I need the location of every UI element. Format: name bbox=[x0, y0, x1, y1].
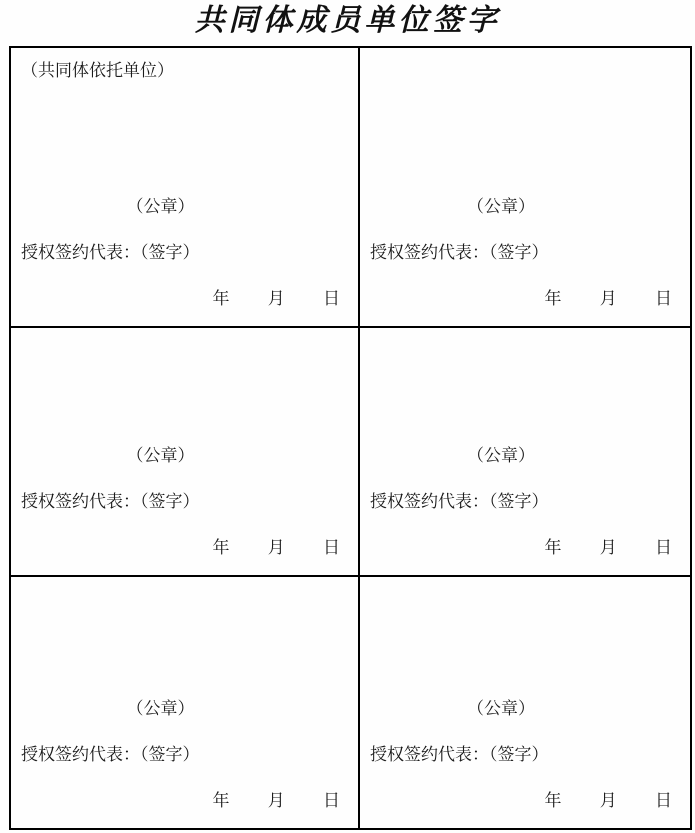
date-line bbox=[370, 535, 676, 561]
day-label: 日 bbox=[655, 289, 672, 308]
day-label: 日 bbox=[323, 538, 340, 557]
year-label: 年 bbox=[212, 538, 230, 557]
representative-signature-label: 授权签约代表：（签字） bbox=[21, 492, 200, 511]
month-label: 月 bbox=[267, 538, 285, 557]
representative-signature-label: 授权签约代表：（签字） bbox=[370, 492, 549, 511]
representative-signature-label: 授权签约代表：（签字） bbox=[21, 745, 200, 764]
representative-signature-label: 授权签约代表：（签字） bbox=[21, 243, 200, 262]
signature-cell bbox=[358, 48, 690, 326]
day-label: 日 bbox=[655, 791, 672, 810]
signature-table bbox=[9, 46, 692, 830]
representative-signature-label: 授权签约代表：（签字） bbox=[370, 745, 549, 764]
date-line bbox=[370, 788, 676, 814]
signature-cell bbox=[11, 326, 358, 575]
day-label: 日 bbox=[323, 791, 340, 810]
year-label: 年 bbox=[544, 289, 562, 308]
seal-label: （公章） bbox=[126, 446, 195, 465]
month-label: 月 bbox=[267, 289, 285, 308]
date-line bbox=[370, 286, 676, 312]
date-line bbox=[21, 535, 344, 561]
seal-label: （公章） bbox=[126, 197, 195, 216]
date-line bbox=[21, 286, 344, 312]
day-label: 日 bbox=[655, 538, 672, 557]
month-label: 月 bbox=[599, 289, 617, 308]
signature-cell bbox=[11, 575, 358, 828]
day-label: 日 bbox=[323, 289, 340, 308]
month-label: 月 bbox=[599, 538, 617, 557]
lead-unit-label: （共同体依托单位） bbox=[21, 61, 174, 80]
representative-signature-label: 授权签约代表：（签字） bbox=[370, 243, 549, 262]
seal-label: （公章） bbox=[467, 446, 535, 465]
signature-cell bbox=[358, 326, 690, 575]
seal-label: （公章） bbox=[467, 699, 535, 718]
month-label: 月 bbox=[267, 791, 285, 810]
year-label: 年 bbox=[544, 538, 562, 557]
signature-cell-lead-unit bbox=[11, 48, 358, 326]
year-label: 年 bbox=[212, 289, 230, 308]
month-label: 月 bbox=[599, 791, 617, 810]
page-title: 共同体成员单位签字 bbox=[194, 4, 501, 37]
year-label: 年 bbox=[544, 791, 562, 810]
year-label: 年 bbox=[212, 791, 230, 810]
signature-cell bbox=[358, 575, 690, 828]
seal-label: （公章） bbox=[467, 197, 535, 216]
date-line bbox=[21, 788, 344, 814]
seal-label: （公章） bbox=[126, 699, 195, 718]
